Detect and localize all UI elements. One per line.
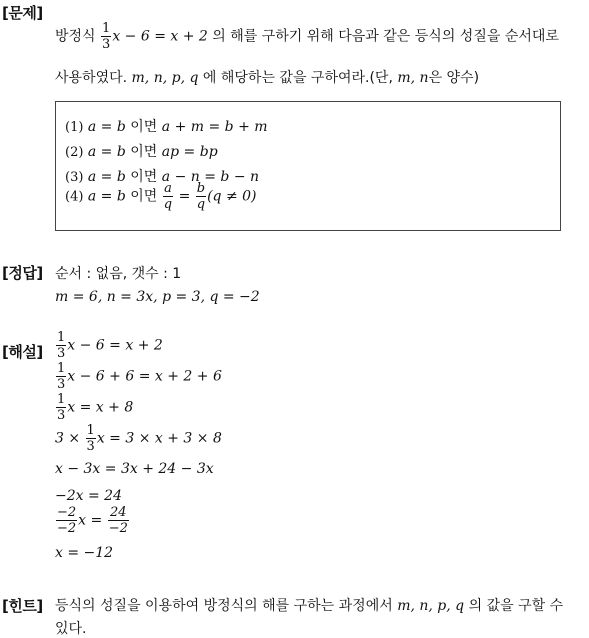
solution-step-3 — [55, 393, 133, 422]
fraction-numerator: a — [164, 181, 172, 196]
item-number: (3) — [65, 170, 84, 185]
box-item-4 — [65, 182, 257, 211]
hint-vars: m, n, p, q — [397, 598, 465, 614]
problem-line2-pre: 사용하였다. — [55, 70, 128, 86]
step-fraction-right — [108, 506, 129, 535]
item-number: (2) — [65, 145, 84, 160]
step-expression: x = 3 × x + 3 × 8 — [96, 430, 222, 447]
item-number: (4) — [65, 189, 84, 205]
item-fraction-b-q — [196, 182, 206, 211]
hint-text-pre: 등식의 성질을 이용하여 방정식의 해를 구하는 과정에서 — [55, 598, 393, 614]
problem-line-2 — [55, 67, 479, 87]
fraction-denominator: −2 — [57, 521, 77, 536]
item-word: 이면 — [130, 144, 158, 160]
item-word: 이면 — [130, 169, 158, 185]
item-condition: a = b — [87, 169, 126, 185]
fraction-numerator: 1 — [57, 330, 66, 345]
fraction-denominator: 3 — [57, 377, 66, 392]
fraction-numerator: 1 — [86, 423, 95, 438]
problem-line2-post: 에 해당하는 값을 구하여라.(단, — [202, 70, 393, 86]
problem-tag: [문제] — [2, 4, 43, 22]
problem-line-1 — [55, 22, 559, 51]
fraction-denominator: q — [163, 197, 173, 212]
item-word: 이면 — [130, 188, 158, 205]
hint-text-post: 의 값을 구할 수 — [468, 598, 564, 614]
item-result: a − n = b − n — [161, 169, 260, 185]
fraction-numerator: 1 — [102, 21, 111, 36]
item-condition: a = b — [87, 144, 126, 160]
step-expression: x − 6 + 6 = x + 2 + 6 — [67, 368, 222, 385]
box-item-1 — [65, 116, 268, 136]
fraction-denominator: −2 — [108, 521, 128, 536]
item-result: ap = bp — [161, 144, 218, 160]
item-condition: a = b — [87, 188, 126, 205]
problem-equation: x − 6 = x + 2 — [112, 28, 208, 45]
answer-tag: [정답] — [2, 264, 43, 282]
fraction-denominator: 3 — [86, 439, 95, 454]
solution-tag: [해설] — [2, 343, 43, 361]
fraction-numerator: 1 — [57, 392, 66, 407]
item-condition-tail: (q ≠ 0) — [207, 188, 257, 205]
solution-step-2 — [55, 362, 222, 391]
fraction-numerator: −2 — [57, 505, 77, 520]
step-expression: x = — [78, 512, 103, 529]
item-number: (1) — [65, 120, 84, 135]
step-prefix: 3 × — [55, 430, 81, 447]
fraction-numerator: b — [196, 181, 206, 196]
item-fraction-a-q — [163, 182, 173, 211]
properties-box — [55, 101, 561, 231]
fraction-denominator: 3 — [102, 37, 111, 52]
step-fraction — [86, 424, 96, 453]
item-result: a + m = b + m — [161, 119, 268, 135]
item-condition: a = b — [87, 119, 126, 135]
fraction-numerator: 24 — [108, 506, 129, 521]
problem-line2-vars: m, n, p, q — [131, 70, 199, 86]
step-fraction — [56, 362, 66, 391]
solution-step-8: x = −12 — [55, 545, 114, 561]
problem-text-post: 의 해를 구하기 위해 다음과 같은 등식의 성질을 순서대로 — [212, 28, 559, 45]
step-expression: x − 6 = x + 2 — [67, 337, 163, 354]
solution-step-7 — [55, 506, 130, 535]
fraction-denominator: q — [196, 197, 206, 212]
step-expression: x = x + 8 — [67, 399, 134, 416]
fraction-denominator: 3 — [57, 408, 66, 423]
item-equals: = — [178, 188, 191, 205]
solution-step-1 — [55, 331, 163, 360]
step-fraction — [56, 331, 66, 360]
problem-line2-mn: m, n — [397, 70, 429, 86]
step-fraction-left — [56, 506, 77, 535]
hint-tag: [힌트] — [2, 597, 43, 615]
answer-line-1: 순서 : 없음, 갯수 : 1 — [55, 266, 182, 282]
problem-line2-end: 은 양수) — [428, 70, 480, 86]
item-word: 이면 — [130, 119, 158, 135]
fraction-numerator: 1 — [57, 361, 66, 376]
hint-line-1 — [55, 595, 563, 615]
answer-line-2: m = 6, n = 3x, p = 3, q = −2 — [55, 289, 260, 305]
step-fraction — [56, 393, 66, 422]
problem-text-pre: 방정식 — [55, 28, 96, 45]
solution-step-5: x − 3x = 3x + 24 − 3x — [55, 461, 214, 477]
fraction-denominator: 3 — [57, 346, 66, 361]
solution-step-4 — [55, 424, 222, 453]
box-item-2 — [65, 141, 218, 161]
hint-line-2: 있다. — [55, 621, 87, 637]
solution-step-6: −2x = 24 — [55, 488, 122, 504]
problem-fraction — [101, 22, 111, 51]
